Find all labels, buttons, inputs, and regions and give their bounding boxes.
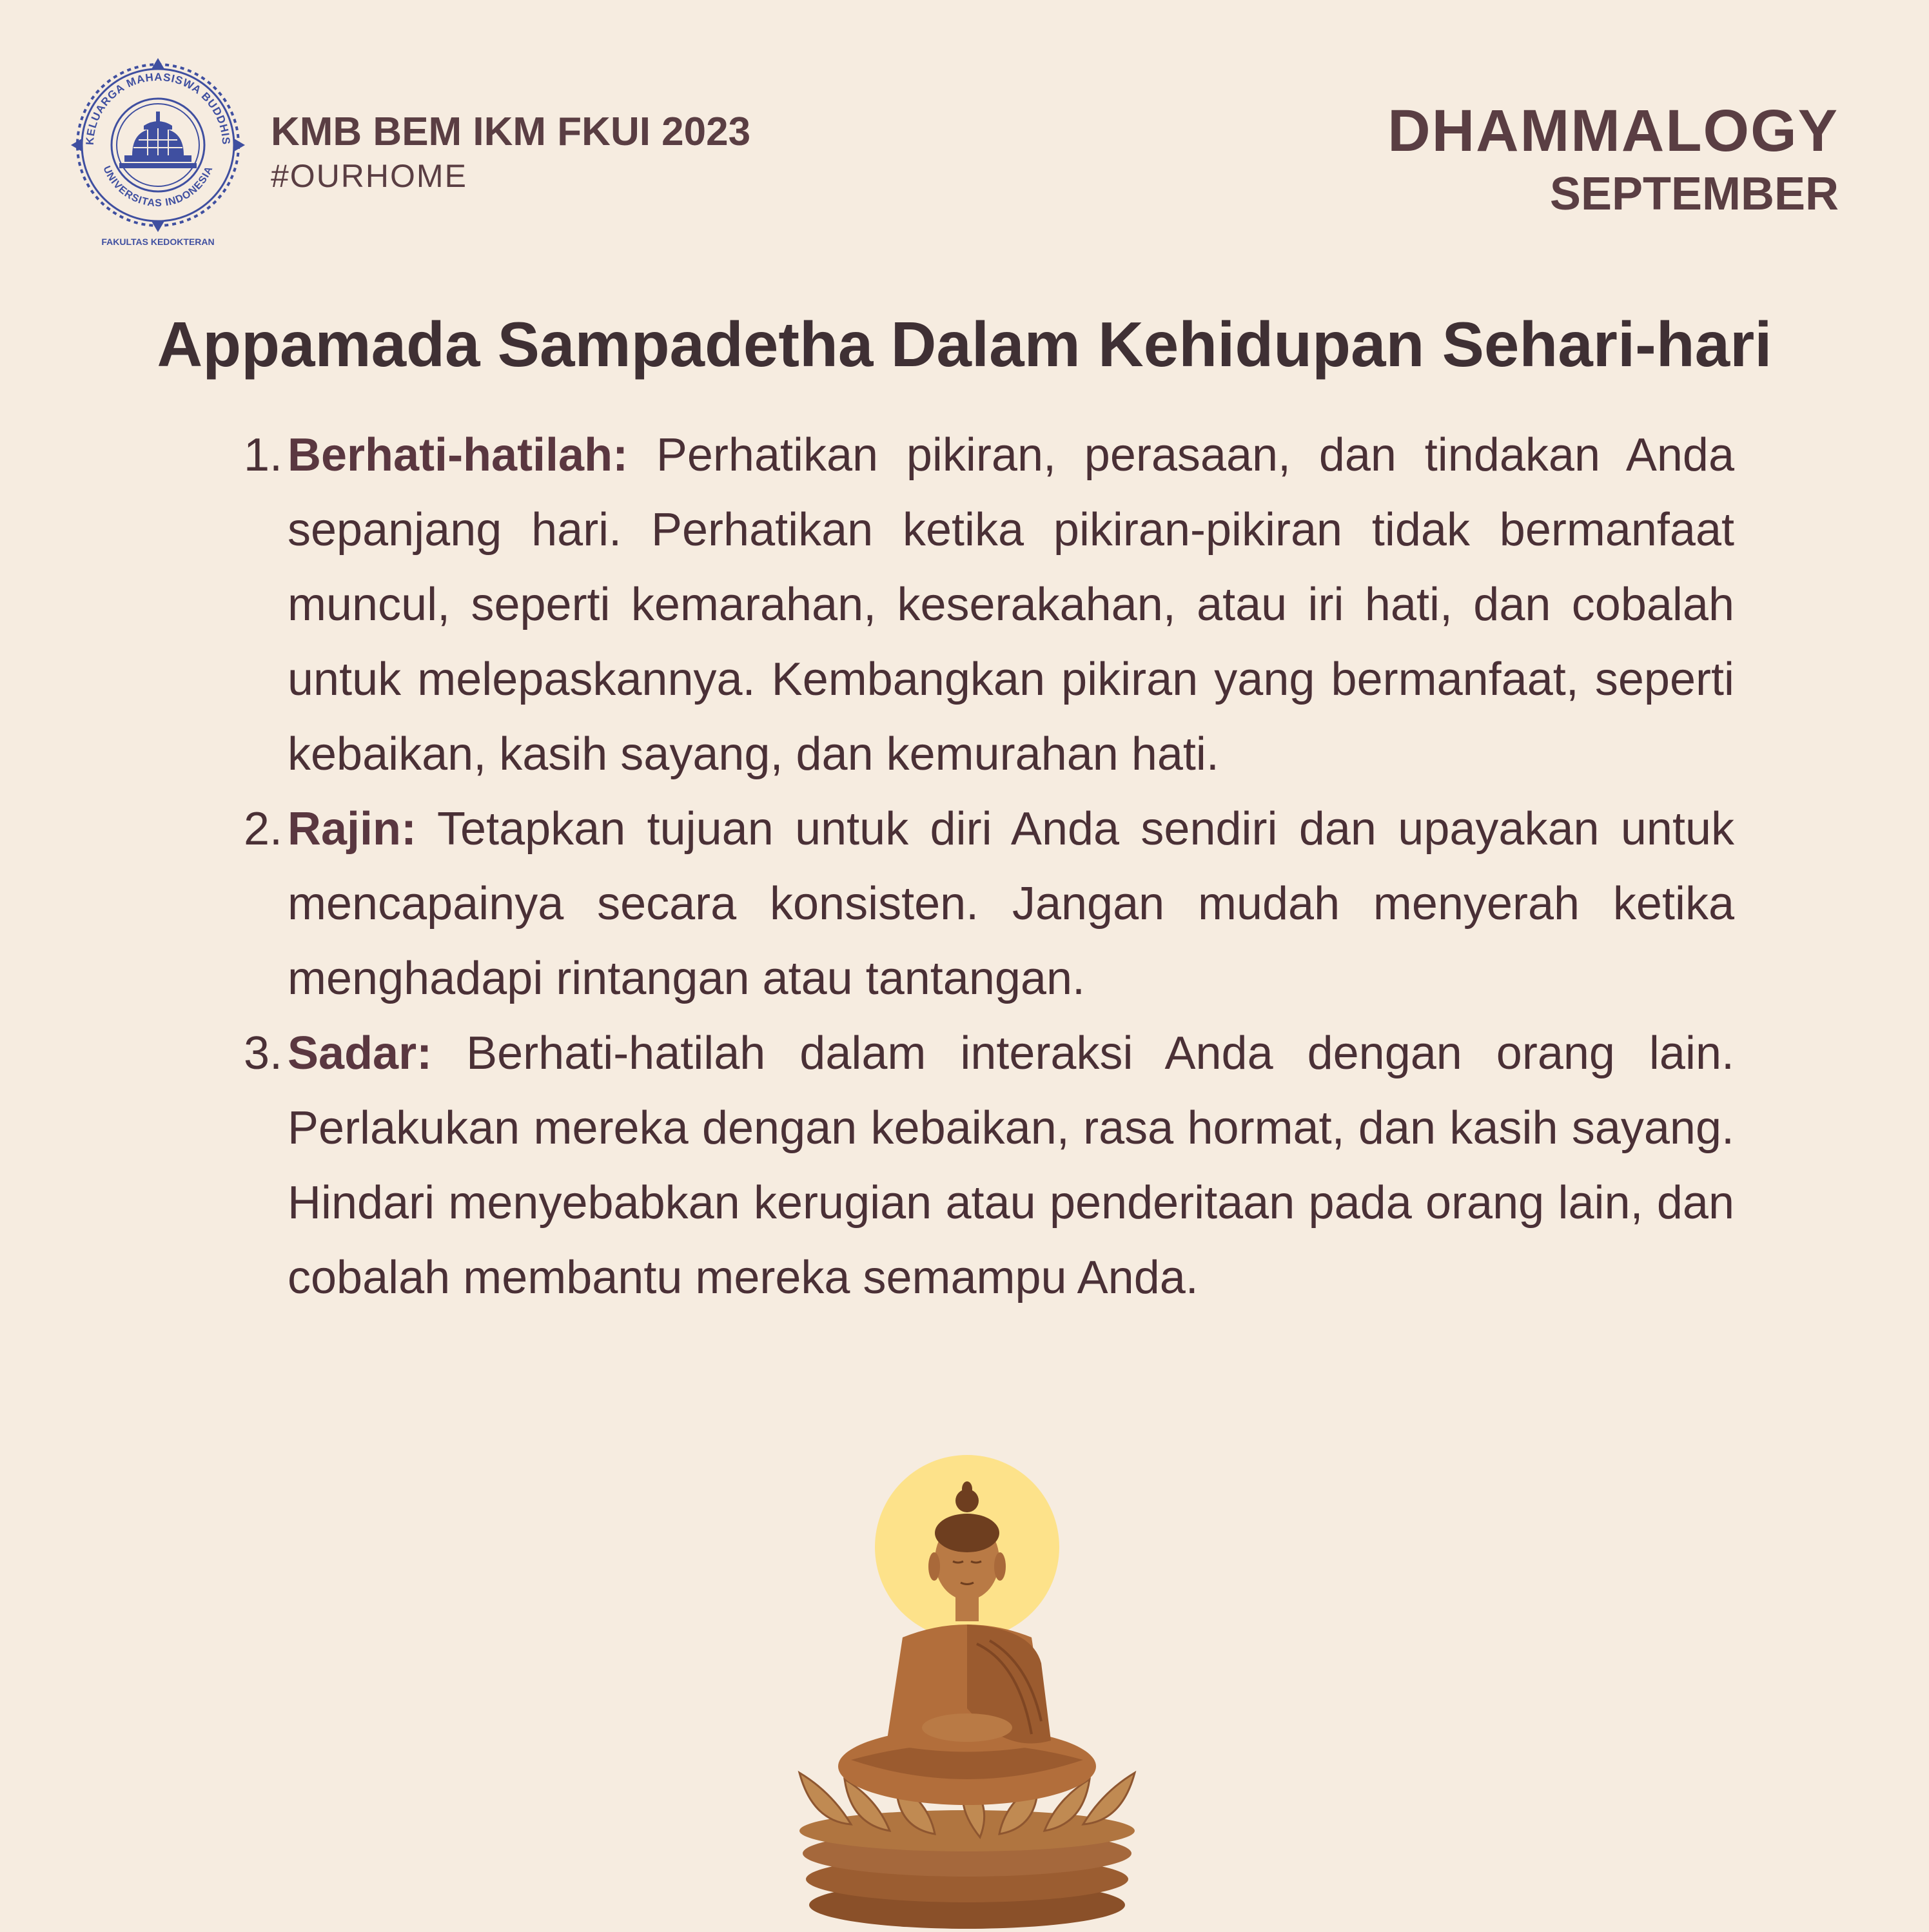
list-term: Sadar:	[288, 1028, 433, 1079]
list-text: Perhatikan pikiran, perasaan, dan tindakan Anda sepanjang hari. Perhatikan ketika pikiran-pikiran tidak bermanfaat muncul, seperti kemarahan, keserakahan, atau iri hati, dan cobalah untuk melepaskannya. Kembangkan pikiran yang bermanfaat, seperti kebaikan, kasih sayang, dan kemurahan hati.	[288, 429, 1734, 780]
org-block	[271, 108, 750, 196]
logo-caption: FAKULTAS KEDOKTERAN	[101, 237, 215, 247]
meditating-buddha-icon	[774, 1450, 1160, 1929]
list-term: Rajin:	[288, 803, 417, 855]
brand-block	[1387, 97, 1839, 223]
list-text: Tetapkan tujuan untuk diri Anda sendiri dan upayakan untuk mencapainya secara konsisten. Jangan mudah menyerah ketika menghadapi rintangan atau tantangan.	[288, 803, 1734, 1004]
list-term: Berhati-hatilah:	[288, 429, 629, 481]
list-item	[232, 1016, 1734, 1315]
logo-ring-bottom-text: UNIVERSITAS INDONESIA	[101, 164, 215, 210]
list-text: Berhati-hatilah dalam interaksi Anda dengan orang lain. Perlakukan mereka dengan kebaikan, rasa hormat, dan kasih sayang. Hindari menyebabkan kerugian atau penderitaan pada orang lain, dan cobalah membantu mereka semampu Anda.	[288, 1028, 1734, 1303]
org-name: KMB BEM IKM FKUI 2023	[271, 110, 751, 154]
page-title: Appamada Sampadetha Dalam Kehidupan Sehari-hari	[157, 309, 1772, 380]
list-number: 2.	[243, 803, 282, 855]
list-item	[232, 792, 1734, 1016]
list-number: 1.	[243, 429, 282, 481]
guideline-list	[232, 418, 1734, 1315]
brand-month: SEPTEMBER	[1549, 168, 1839, 220]
brand-title: DHAMMALOGY	[1387, 98, 1839, 164]
list-number: 3.	[243, 1028, 282, 1079]
emblem-icon	[64, 52, 251, 258]
buddha-illustration	[774, 1450, 1160, 1929]
hashtag: #OURHOME	[271, 158, 467, 194]
logo-ring-top-text: KELUARGA MAHASISWA BUDDHIS	[83, 70, 233, 146]
kmb-logo	[64, 52, 251, 258]
list-item	[232, 418, 1734, 792]
